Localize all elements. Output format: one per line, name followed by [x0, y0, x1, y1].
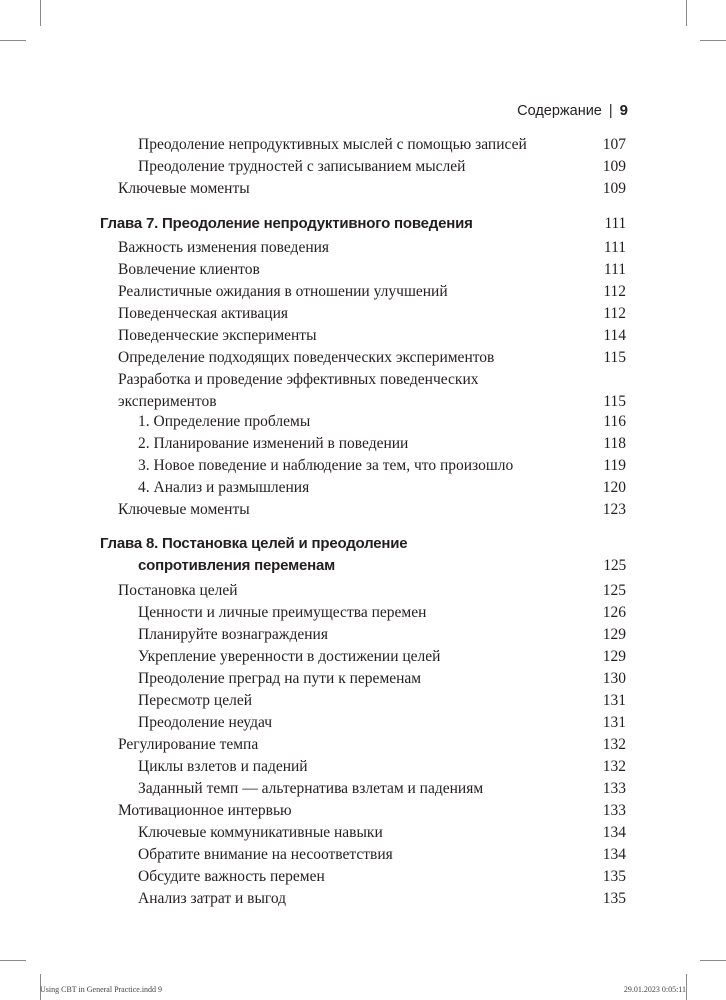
toc-entry-page: 126 [602, 604, 626, 621]
toc-entry [138, 411, 626, 433]
toc-entry-title: Ключевые коммуникативные навыки [138, 824, 383, 841]
toc-entry-title: Разработка и проведение эффективных поведенческих [118, 371, 479, 388]
toc-entry-title-continued: экспериментов [118, 393, 217, 410]
slug-timestamp: 29.01.2023 0:05:11 [623, 985, 686, 994]
toc-entry-page: 115 [603, 349, 626, 366]
toc-entry [138, 822, 626, 844]
toc-entry-title: Преодоление непродуктивных мыслей с помощью записей [138, 136, 527, 153]
toc-entry-page: 131 [602, 714, 626, 731]
toc-entry-page: 115 [603, 393, 626, 410]
toc-entry-page: 111 [603, 239, 626, 256]
toc-entry [118, 580, 626, 602]
toc-entry-page: 119 [603, 457, 626, 474]
toc-entry [138, 646, 626, 668]
toc-entry-page: 114 [603, 327, 626, 344]
toc-entry-title: Глава 7. Преодоление непродуктивного поведения [100, 215, 473, 232]
toc-entry [118, 369, 626, 410]
toc-entry-page: 111 [603, 261, 626, 278]
toc-entry [138, 156, 626, 178]
toc-entry-title: Ключевые моменты [118, 180, 250, 197]
toc-entry [138, 624, 626, 646]
toc-entry-page: 107 [602, 136, 626, 153]
toc-entry-title: Планируйте вознаграждения [138, 626, 328, 643]
toc-entry-page: 109 [602, 180, 626, 197]
toc-entry [138, 756, 626, 778]
toc-entry-title: Ценности и личные преимущества перемен [138, 604, 427, 621]
slug-file: Using CBT in General Practice.indd 9 [40, 985, 163, 994]
toc-entry-page: 130 [602, 670, 626, 687]
toc-entry-page: 111 [604, 215, 626, 232]
toc-entry [138, 433, 626, 455]
toc-entry-page: 123 [602, 501, 626, 518]
toc-entry-title: Преодоление неудач [138, 714, 273, 731]
toc-entry-title: 1. Определение проблемы [138, 413, 311, 430]
toc-chapter-entry [100, 533, 626, 574]
toc-entry [118, 800, 626, 822]
toc-chapter-entry [100, 213, 626, 235]
toc-entry-page: 134 [602, 824, 626, 841]
toc-entry-title: Реалистичные ожидания в отношении улучшений [118, 283, 448, 300]
toc-entry-page: 134 [602, 846, 626, 863]
toc-entry-title: Поведенческие эксперименты [118, 327, 317, 344]
toc-entry [118, 237, 626, 259]
toc-entry [118, 259, 626, 281]
toc-entry-page: 132 [602, 736, 626, 753]
page-number: 9 [619, 102, 628, 119]
toc-entry-title: Глава 8. Постановка целей и преодоление [100, 535, 408, 552]
toc-entry [118, 499, 626, 521]
toc-entry-title: Мотивационное интервью [118, 802, 292, 819]
toc-entry-title: Постановка целей [118, 582, 238, 599]
toc-entry-title: Определение подходящих поведенческих экспериментов [118, 349, 495, 366]
toc-entry [118, 347, 626, 369]
toc-entry-page: 135 [602, 890, 626, 907]
toc-entry-title: Поведенческая активация [118, 305, 289, 322]
toc-entry-title: Преодоление преград на пути к переменам [138, 670, 422, 687]
toc-entry-page: 129 [602, 648, 626, 665]
toc-entry-page: 118 [603, 435, 626, 452]
toc-entry-title: Пересмотр целей [138, 692, 252, 709]
toc-entry-title: Регулирование темпа [118, 736, 259, 753]
toc-entry-title: 3. Новое поведение и наблюдение за тем, что произошло [138, 457, 514, 474]
toc-entry-page: 132 [602, 758, 626, 775]
toc-entry-page: 112 [603, 305, 626, 322]
toc-entry [118, 734, 626, 756]
toc-entry-title: Заданный темп — альтернатива взлетам и падениям [138, 780, 484, 797]
toc-entry-page: 131 [602, 692, 626, 709]
running-head-section: Содержание [517, 103, 602, 119]
toc-entry [138, 888, 626, 910]
toc-entry-title: Анализ затрат и выгод [138, 890, 287, 907]
toc-entry-page: 116 [603, 413, 626, 430]
toc-entry [138, 778, 626, 800]
toc-entry [138, 602, 626, 624]
toc-entry-title: Укрепление уверенности в достижении целей [138, 648, 441, 665]
toc-entry-title: Важность изменения поведения [118, 239, 330, 256]
toc-entry [138, 134, 626, 156]
toc-entry-page: 109 [602, 158, 626, 175]
toc-entry [138, 844, 626, 866]
toc-entry-title: Обсудите важность перемен [138, 868, 325, 885]
toc-entry [138, 690, 626, 712]
toc-entry-title: Ключевые моменты [118, 501, 250, 518]
toc-entry [118, 281, 626, 303]
toc-entry-title: Циклы взлетов и падений [138, 758, 308, 775]
toc-entry-page: 112 [603, 283, 626, 300]
toc-entry-title: 4. Анализ и размышления [138, 479, 310, 496]
toc-entry-page: 133 [602, 802, 626, 819]
toc-entry [118, 325, 626, 347]
toc-entry-title: Вовлечение клиентов [118, 261, 260, 278]
toc-entry [138, 712, 626, 734]
toc-entry-page: 135 [602, 868, 626, 885]
toc-entry-page: 133 [602, 780, 626, 797]
toc-entry-page: 120 [602, 479, 626, 496]
toc-entry-page: 125 [603, 557, 626, 574]
toc-entry-title: Преодоление трудностей с записыванием мыслей [138, 158, 466, 175]
running-head-separator: | [608, 103, 613, 119]
toc-entry-page: 125 [602, 582, 626, 599]
toc-entry-title: 2. Планирование изменений в поведении [138, 435, 409, 452]
toc-entry-page: 129 [602, 626, 626, 643]
toc-entry-title-continued: сопротивления переменам [138, 557, 336, 574]
toc-entry [138, 668, 626, 690]
toc-entry-title: Обратите внимание на несоответствия [138, 846, 393, 863]
toc-entry [138, 866, 626, 888]
toc-entry [138, 477, 626, 499]
toc-entry [118, 178, 626, 200]
toc-entry [118, 303, 626, 325]
toc-entry [138, 455, 626, 477]
